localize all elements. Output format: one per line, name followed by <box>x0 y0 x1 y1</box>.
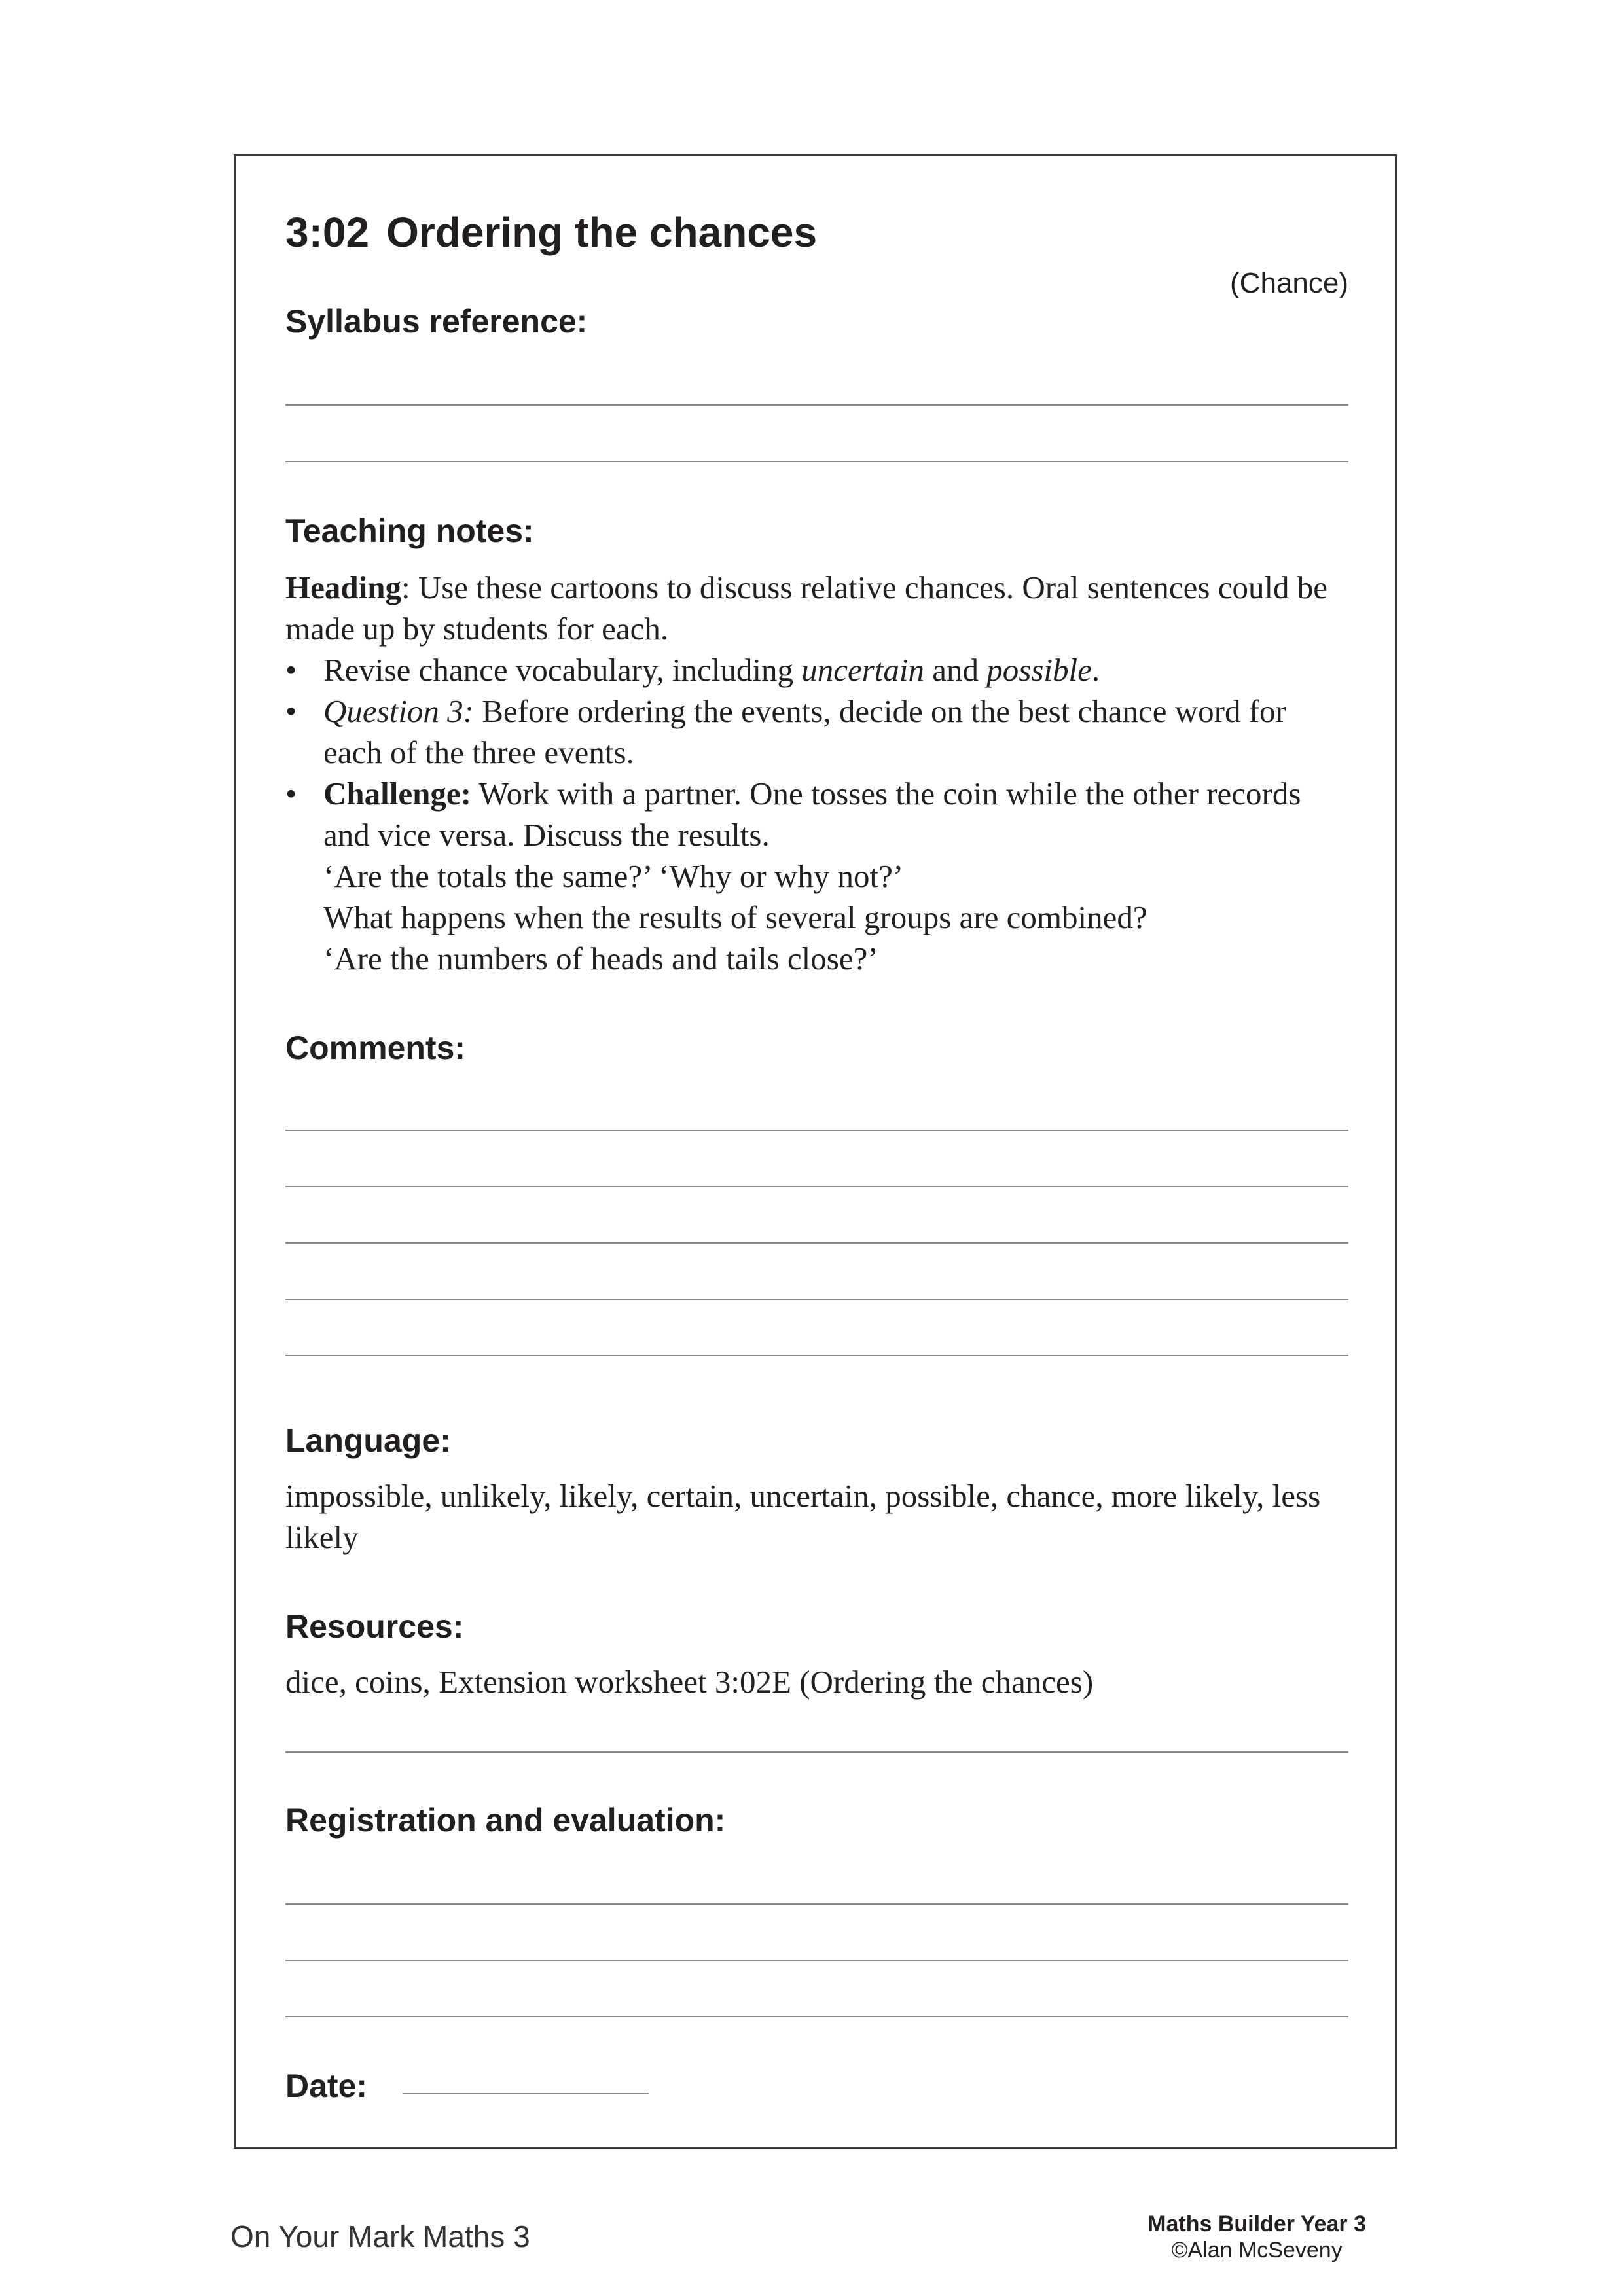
footer-series-title: On Your Mark Maths 3 <box>230 2219 530 2253</box>
registration-line-2 <box>285 1960 1348 1961</box>
note-challenge <box>285 773 1348 855</box>
page-frame <box>234 154 1397 2149</box>
heading-note <box>285 567 1348 649</box>
note-text: . <box>1091 652 1100 688</box>
registration-heading: Registration and evaluation: <box>285 1802 726 1839</box>
teaching-notes-heading: Teaching notes: <box>285 512 534 549</box>
resources-line <box>285 1751 1348 1753</box>
note-question-3 <box>285 691 1348 773</box>
challenge-question-1: ‘Are the totals the same?’ ‘Why or why not?’ <box>323 858 904 894</box>
page-title <box>285 208 817 257</box>
note-emphasis: uncertain <box>801 652 924 688</box>
note-vocabulary <box>285 649 1348 691</box>
syllabus-line-1 <box>285 404 1348 406</box>
note-text: Before ordering the events, decide on the best chance word for each of the three events. <box>323 693 1286 770</box>
resources-heading: Resources: <box>285 1608 464 1645</box>
strand-label: (Chance) <box>1230 267 1348 299</box>
challenge-question-2: What happens when the results of several groups are combined? <box>323 899 1147 935</box>
footer-credits <box>1147 2211 1366 2263</box>
note-emphasis: Question 3: <box>323 693 474 729</box>
note-label: Challenge: <box>323 776 471 812</box>
note-text: and <box>924 652 987 688</box>
comments-heading: Comments: <box>285 1030 466 1066</box>
date-label: Date: <box>285 2068 368 2104</box>
note-text: Revise chance vocabulary, including <box>323 652 802 688</box>
language-text: impossible, unlikely, likely, certain, uncertain, possible, chance, more likely, less likely <box>285 1478 1321 1555</box>
date-field-line <box>403 2093 649 2094</box>
comments-line-4 <box>285 1299 1348 1300</box>
challenge-question-3: ‘Are the numbers of heads and tails close?’ <box>323 941 878 977</box>
notes-list <box>285 649 1348 855</box>
comments-line-2 <box>285 1186 1348 1187</box>
lesson-number: 3:02 <box>285 209 370 256</box>
note-text: Work with a partner. One tosses the coin while the other records and vice versa. Discuss the results. <box>323 776 1301 853</box>
bullet: • <box>285 693 297 729</box>
syllabus-line-2 <box>285 461 1348 462</box>
bullet: • <box>285 652 297 688</box>
note-emphasis: possible <box>986 652 1092 688</box>
registration-line-1 <box>285 1903 1348 1905</box>
footer-copyright: ©Alan McSeveny <box>1171 2238 1343 2263</box>
resources-text: dice, coins, Extension worksheet 3:02E (Ordering the chances) <box>285 1664 1094 1700</box>
registration-line-3 <box>285 2016 1348 2017</box>
comments-line-3 <box>285 1242 1348 1244</box>
lesson-title: Ordering the chances <box>386 209 818 256</box>
language-heading: Language: <box>285 1422 451 1459</box>
footer-book-title: Maths Builder Year 3 <box>1147 2212 1366 2236</box>
comments-line-1 <box>285 1130 1348 1131</box>
heading-note-text: : Use these cartoons to discuss relative chances. Oral sentences could be made up by students for each. <box>285 569 1328 647</box>
teaching-notes-body <box>285 567 1348 979</box>
syllabus-heading: Syllabus reference: <box>285 303 588 340</box>
comments-line-5 <box>285 1355 1348 1356</box>
bullet: • <box>285 776 297 812</box>
heading-note-label: Heading <box>285 569 401 605</box>
